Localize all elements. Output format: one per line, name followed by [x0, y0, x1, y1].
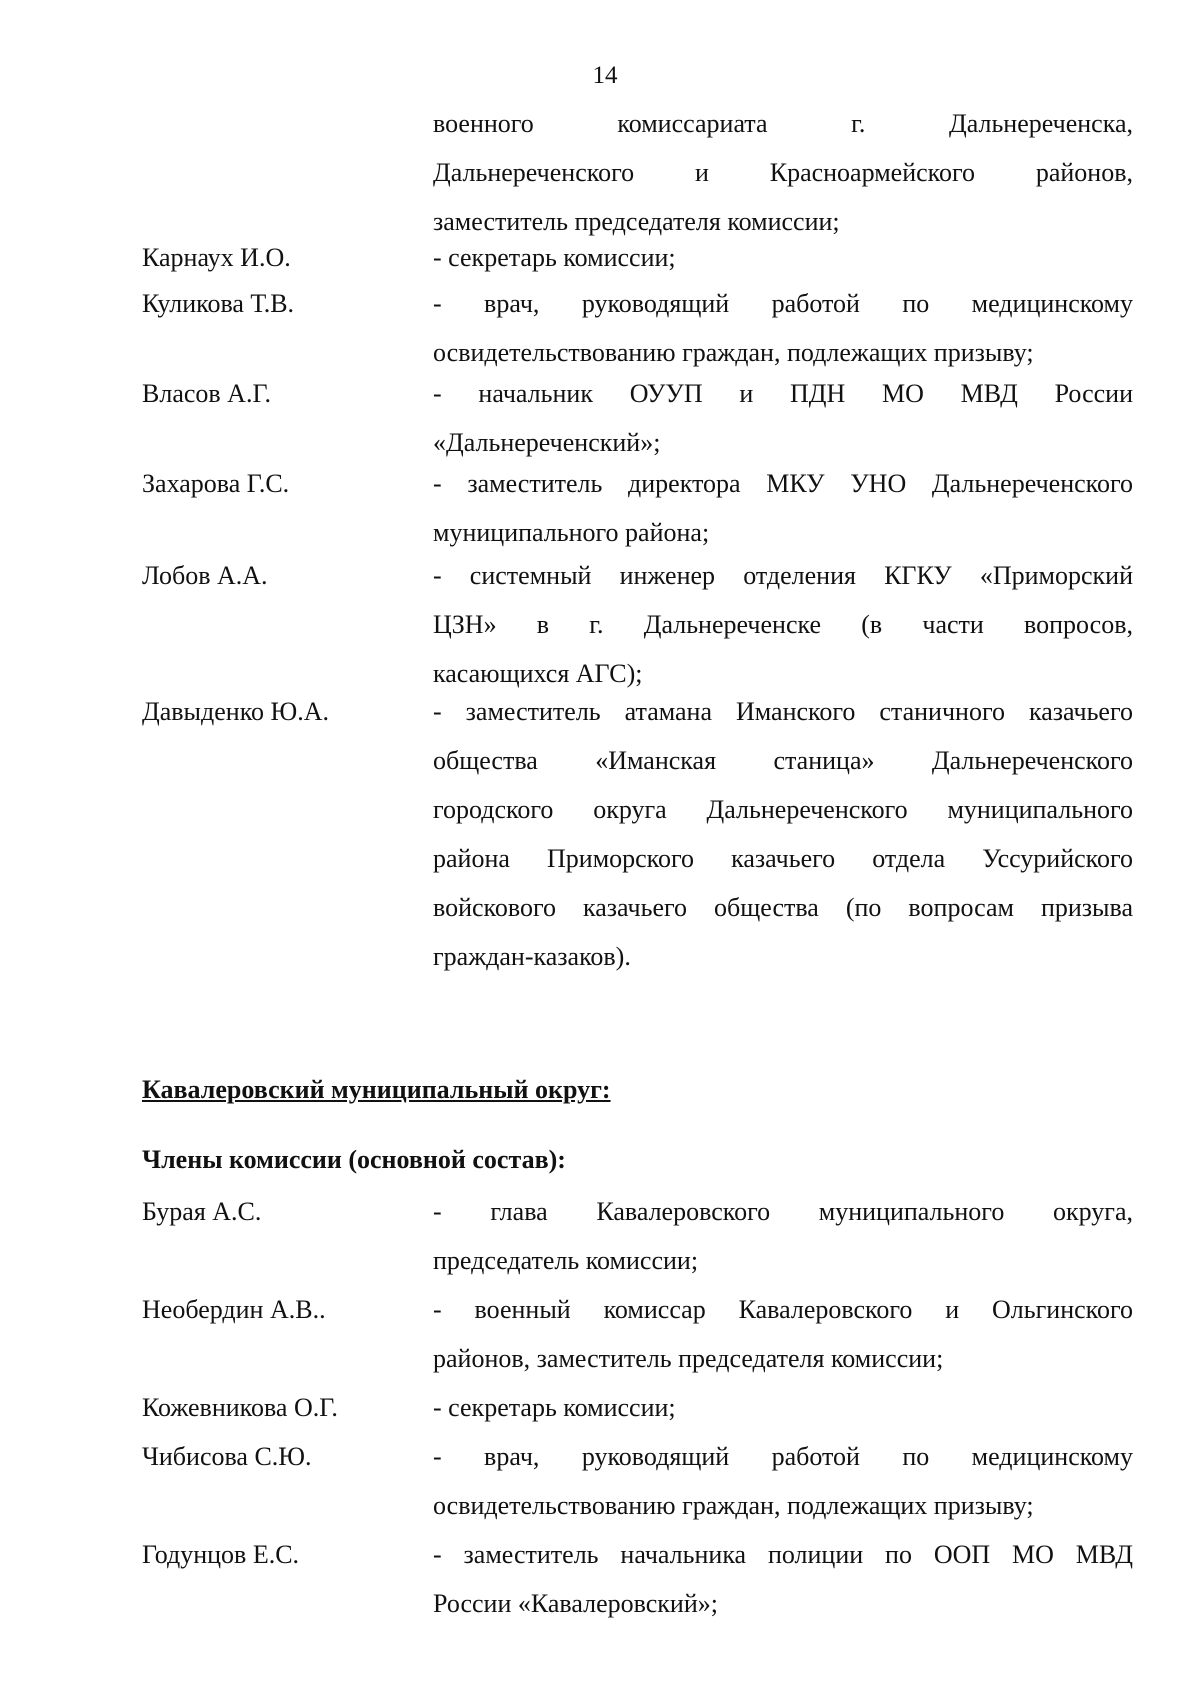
member-role: [433, 279, 1133, 377]
role-line: - глава Кавалеровского муниципального округа,: [433, 1197, 1133, 1226]
role-line: городского округа Дальнереченского муниципального: [433, 795, 1133, 824]
role-line: - заместитель начальника полиции по ООП МО МВД: [433, 1540, 1133, 1569]
role-line: освидетельствованию граждан, подлежащих призыву;: [433, 1491, 1034, 1520]
member-name: Карнаух И.О.: [142, 243, 291, 272]
member-name: Лобов А.А.: [142, 561, 268, 590]
role-line: районов, заместитель председателя комиссии;: [433, 1344, 944, 1373]
role-line: освидетельствованию граждан, подлежащих призыву;: [433, 338, 1034, 367]
member-name: Давыденко Ю.А.: [142, 697, 330, 726]
role-line: - врач, руководящий работой по медицинскому: [433, 1442, 1133, 1471]
role-line: «Дальнереченский»;: [433, 428, 661, 457]
role-line: - секретарь комиссии;: [433, 243, 676, 272]
role-line: - врач, руководящий работой по медицинскому: [433, 289, 1133, 318]
role-line: - военный комиссар Кавалеровского и Ольгинского: [433, 1295, 1133, 1324]
member-name: Бурая А.С.: [142, 1197, 262, 1226]
section-title: Кавалеровский муниципальный округ:: [142, 1075, 611, 1104]
member-name: Годунцов Е.С.: [142, 1540, 300, 1569]
member-role: [433, 369, 1133, 467]
role-line: - заместитель директора МКУ УНО Дальнереченского: [433, 469, 1133, 498]
member-name: Власов А.Г.: [142, 379, 272, 408]
role-line: граждан-казаков).: [433, 942, 631, 971]
text-line: Дальнереченского и Красноармейского районов,: [433, 158, 1133, 187]
subsection-title: Члены комиссии (основной состав):: [142, 1145, 566, 1174]
role-line: - заместитель атамана Иманского станичного казачьего: [433, 697, 1133, 726]
role-line: председатель комиссии;: [433, 1246, 699, 1275]
continued-role-text: [433, 99, 1133, 246]
member-role: [433, 551, 1133, 698]
role-line: ЦЗН» в г. Дальнереченске (в части вопросов,: [433, 610, 1133, 639]
member-name: Захарова Г.С.: [142, 469, 290, 498]
member-role: [433, 1285, 1133, 1383]
role-line: касающихся АГС);: [433, 659, 643, 688]
member-role: [433, 1432, 1133, 1530]
page-number: 14: [592, 62, 618, 89]
member-name: Кожевникова О.Г.: [142, 1393, 338, 1422]
role-line: общества «Иманская станица» Дальнереченского: [433, 746, 1133, 775]
member-role: [433, 233, 1133, 282]
member-name: Куликова Т.В.: [142, 289, 295, 318]
text-line: заместитель председателя комиссии;: [433, 207, 840, 236]
role-line: России «Кавалеровский»;: [433, 1589, 718, 1618]
member-role: [433, 1530, 1133, 1628]
member-role: [433, 459, 1133, 557]
member-name: Чибисова С.Ю.: [142, 1442, 312, 1471]
member-name: Необердин А.В..: [142, 1295, 326, 1324]
member-role: [433, 1187, 1133, 1285]
role-line: муниципального района;: [433, 518, 710, 547]
member-role: [433, 687, 1133, 981]
role-line: - секретарь комиссии;: [433, 1393, 676, 1422]
role-line: - начальник ОУУП и ПДН МО МВД России: [433, 379, 1133, 408]
role-line: войскового казачьего общества (по вопросам призыва: [433, 893, 1133, 922]
member-role: [433, 1383, 1133, 1432]
text-line: военного комиссариата г. Дальнереченска,: [433, 109, 1133, 138]
role-line: - системный инженер отделения КГКУ «Приморский: [433, 561, 1133, 590]
role-line: района Приморского казачьего отдела Уссурийского: [433, 844, 1133, 873]
